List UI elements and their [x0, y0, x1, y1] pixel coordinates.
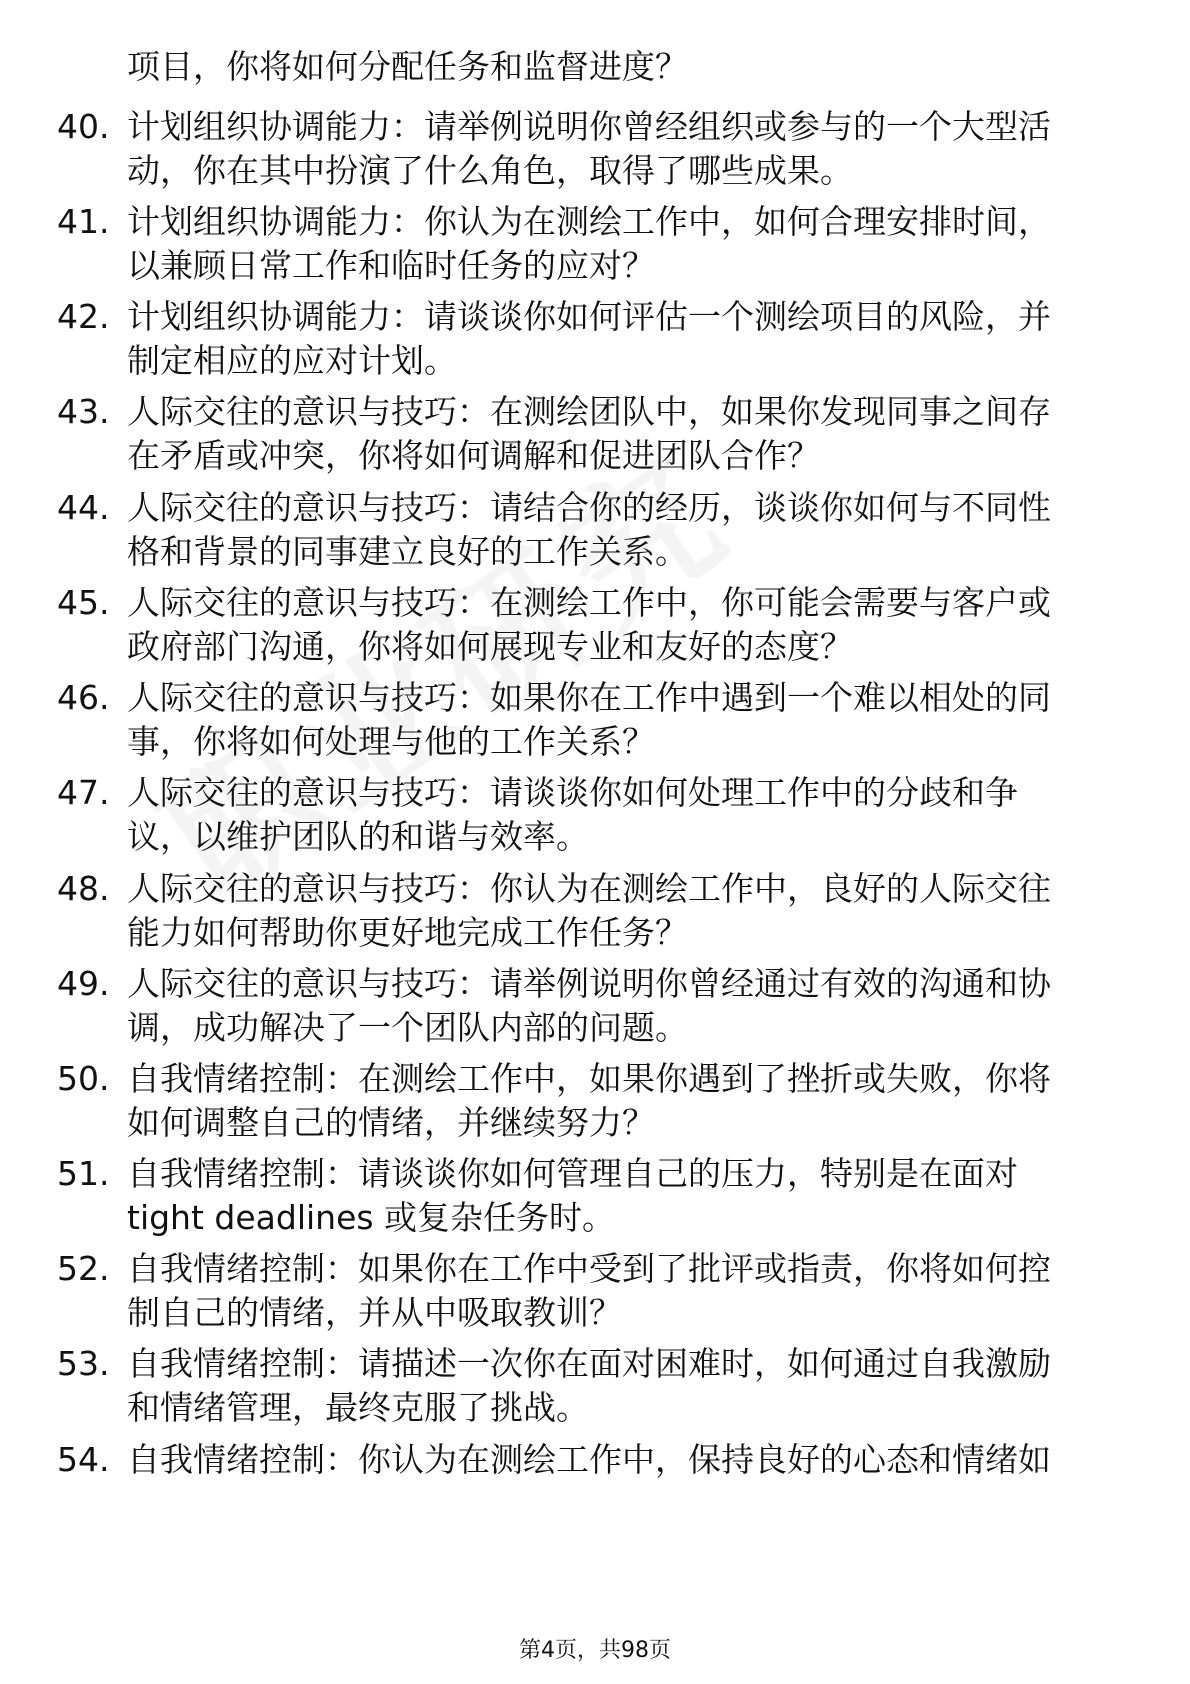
continuation-text: 项目，你将如何分配任务和监督进度？: [127, 47, 688, 86]
question-text-line2: 能力如何帮助你更好地完成工作任务？: [127, 913, 688, 952]
question-item: [0, 202, 1190, 286]
question-item: [0, 1344, 1190, 1428]
question-item: [0, 678, 1190, 762]
question-text-line1: 人际交往的意识与技巧：请举例说明你曾经通过有效的沟通和协: [127, 964, 1051, 1003]
question-text-line1: 自我情绪控制：请谈谈你如何管理自己的压力，特别是在面对: [127, 1154, 1018, 1193]
question-number: 43.: [57, 392, 110, 431]
question-number: 49.: [57, 964, 110, 1003]
question-text-line2: 制定相应的应对计划。: [127, 341, 457, 380]
question-text-line2: 议，以维护团队的和谐与效率。: [127, 817, 589, 856]
question-number: 54.: [57, 1440, 110, 1479]
question-item: [0, 964, 1190, 1048]
question-number: 47.: [57, 773, 110, 812]
watermark: [116, 396, 764, 940]
question-text-line1: 自我情绪控制：在测绘工作中，如果你遇到了挫折或失败，你将: [127, 1059, 1051, 1098]
question-text-line1: 自我情绪控制：如果你在工作中受到了批评或指责，你将如何控: [127, 1249, 1051, 1288]
question-text-line1: 人际交往的意识与技巧：如果你在工作中遇到一个难以相处的同: [127, 678, 1051, 717]
question-text-line2: 动，你在其中扮演了什么角色，取得了哪些成果。: [127, 151, 853, 190]
question-number: 52.: [57, 1249, 110, 1288]
question-number: 51.: [57, 1154, 110, 1193]
question-text-line1: 人际交往的意识与技巧：在测绘工作中，你可能会需要与客户或: [127, 583, 1051, 622]
question-number: 41.: [57, 202, 110, 241]
question-text-line2: 和情绪管理，最终克服了挑战。: [127, 1388, 589, 1427]
question-text-line2: 格和背景的同事建立良好的工作关系。: [127, 532, 688, 571]
question-text-line1: 计划组织协调能力：请举例说明你曾经组织或参与的一个大型活: [127, 107, 1051, 146]
question-number: 44.: [57, 488, 110, 527]
question-text-line1: 人际交往的意识与技巧：你认为在测绘工作中，良好的人际交往: [127, 869, 1051, 908]
question-item: [0, 297, 1190, 381]
question-item: [0, 107, 1190, 191]
question-item: [0, 869, 1190, 953]
question-number: 48.: [57, 869, 110, 908]
question-text-line2: 事，你将如何处理与他的工作关系？: [127, 722, 655, 761]
question-text-line1: 人际交往的意识与技巧：在测绘团队中，如果你发现同事之间存: [127, 392, 1051, 431]
question-item: [0, 583, 1190, 667]
question-text-line1: 自我情绪控制：请描述一次你在面对困难时，如何通过自我激励: [127, 1344, 1051, 1383]
question-text-line2: 政府部门沟通，你将如何展现专业和友好的态度？: [127, 627, 853, 666]
question-text-line2: 制自己的情绪，并从中吸取教训？: [127, 1293, 622, 1332]
question-text-line2: tight deadlines 或复杂任务时。: [127, 1198, 616, 1237]
question-text-line2: 以兼顾日常工作和临时任务的应对？: [127, 246, 655, 285]
question-number: 42.: [57, 297, 110, 336]
question-text-line2: 在矛盾或冲突，你将如何调解和促进团队合作？: [127, 436, 820, 475]
question-number: 46.: [57, 678, 110, 717]
question-item: [0, 488, 1190, 572]
question-number: 45.: [57, 583, 110, 622]
question-text-line1: 人际交往的意识与技巧：请谈谈你如何处理工作中的分歧和争: [127, 773, 1018, 812]
question-item: [0, 1440, 1190, 1524]
question-item: [0, 1249, 1190, 1333]
question-text-line2: 调，成功解决了一个团队内部的问题。: [127, 1008, 688, 1047]
question-text-line1: 计划组织协调能力：请谈谈你如何评估一个测绘项目的风险，并: [127, 297, 1051, 336]
question-text-line2: 如何调整自己的情绪，并继续努力？: [127, 1103, 655, 1142]
question-number: 40.: [57, 107, 110, 146]
question-item: [0, 1154, 1190, 1238]
question-number: 53.: [57, 1344, 110, 1383]
question-text-line1: 自我情绪控制：你认为在测绘工作中，保持良好的心态和情绪如: [127, 1440, 1051, 1479]
question-number: 50.: [57, 1059, 110, 1098]
question-item: [0, 1059, 1190, 1143]
question-item: [0, 773, 1190, 857]
question-item: [0, 392, 1190, 476]
question-text-line1: 计划组织协调能力：你认为在测绘工作中，如何合理安排时间，: [127, 202, 1051, 241]
page-number-footer: 第4页，共98页: [519, 1638, 671, 1663]
question-text-line1: 人际交往的意识与技巧：请结合你的经历，谈谈你如何与不同性: [127, 488, 1051, 527]
